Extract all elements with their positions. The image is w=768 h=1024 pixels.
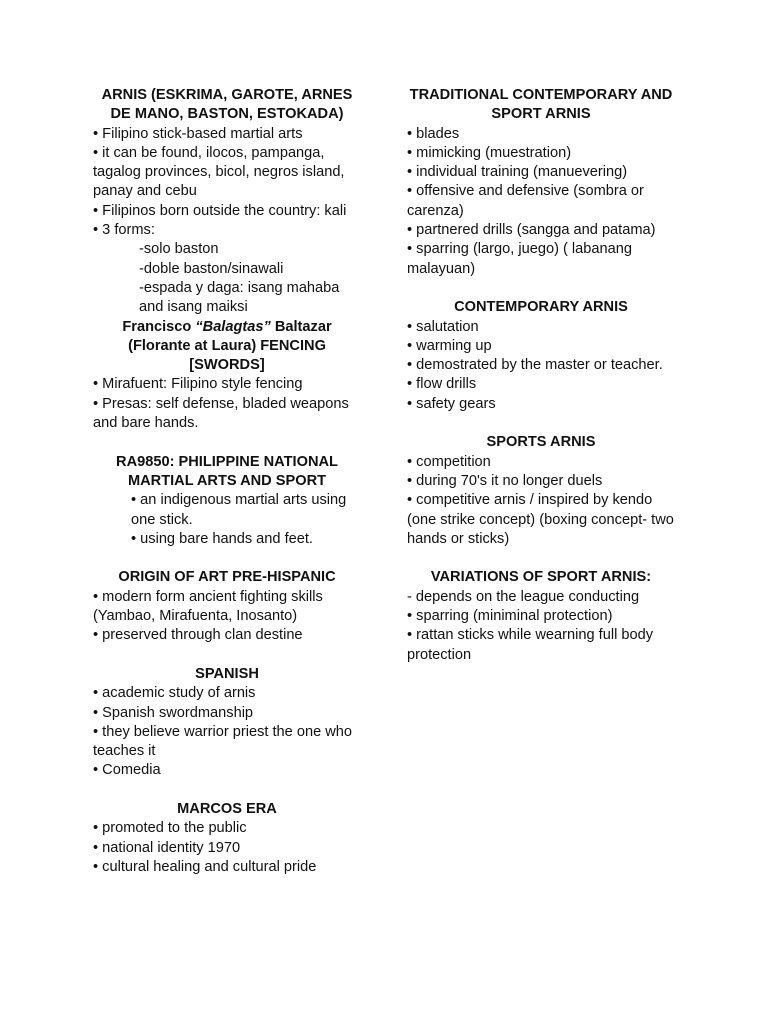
list-item: • promoted to the public xyxy=(93,820,247,837)
list-item: • Presas: self defense, bladed weapons and bare hands. xyxy=(93,395,349,432)
list-item: • demostrated by the master or teacher. xyxy=(407,357,663,374)
list-item: • using bare hands and feet. xyxy=(131,530,313,547)
list-item: • competitive arnis / inspired by kendo (one strike concept) (boxing concept- two hands or sticks) xyxy=(407,492,674,547)
francisco-heading xyxy=(93,318,361,376)
spacer xyxy=(407,549,675,568)
list-item: • preserved through clan destine xyxy=(93,627,303,644)
list-item: • competition xyxy=(407,453,491,470)
list-item: • 3 forms: xyxy=(93,222,155,239)
list-item: • Comedia xyxy=(93,762,161,779)
list-item: • academic study of arnis xyxy=(93,685,256,702)
list-item: • individual training (manuevering) xyxy=(407,164,628,181)
ra-heading: RA9850: PHILIPPINE NATIONAL MARTIAL ARTS AND SPORT xyxy=(116,453,338,489)
form-item: -espada y daga: isang mahaba and isang maiksi xyxy=(139,279,340,316)
list-item: • sparring (miniminal protection) xyxy=(407,608,613,625)
list-item: • an indigenous martial arts using one stick. xyxy=(131,492,347,528)
list-item: • cultural healing and cultural pride xyxy=(93,858,317,875)
list-item: • sparring (largo, juego) ( labanang malayuan) xyxy=(407,241,632,277)
list-item: • offensive and defensive (sombra or carenza) xyxy=(407,183,644,219)
francisco-text-2: “Balagtas” xyxy=(195,318,271,335)
contemporary-heading: CONTEMPORARY ARNIS xyxy=(454,299,628,316)
list-item: • salutation xyxy=(407,318,479,335)
spacer xyxy=(93,781,361,800)
list-item: • Filipinos born outside the country: kali xyxy=(93,202,347,219)
form-item: -solo baston xyxy=(139,241,219,258)
variations-heading: VARIATIONS OF SPORT ARNIS: xyxy=(430,569,652,586)
list-item: - depends on the league conducting xyxy=(407,588,640,605)
spacer xyxy=(93,646,361,665)
list-item: • flow drills xyxy=(407,376,477,393)
list-item: • warming up xyxy=(407,337,492,354)
list-item: • modern form ancient fighting skills (Yambao, Mirafuenta, Inosanto) xyxy=(93,588,323,625)
arnis-heading: ARNIS (ESKRIMA, GAROTE, ARNES DE MANO, BASTON, ESTOKADA) xyxy=(101,87,353,123)
origin-heading: ORIGIN OF ART PRE-HISPANIC xyxy=(118,569,336,586)
list-item: • Spanish swordmanship xyxy=(93,704,254,721)
traditional-heading: TRADITIONAL CONTEMPORARY AND SPORT ARNIS xyxy=(409,87,673,123)
marcos-heading: MARCOS ERA xyxy=(177,800,277,817)
form-item: -doble baston/sinawali xyxy=(139,260,284,277)
list-item: • rattan sticks while wearning full body protection xyxy=(407,627,654,663)
spacer xyxy=(407,414,675,433)
list-item: • safety gears xyxy=(407,395,496,412)
spacer xyxy=(93,433,361,452)
list-item: • they believe warrior priest the one who teaches it xyxy=(93,723,353,760)
list-item: • Filipino stick-based martial arts xyxy=(93,125,303,142)
francisco-text-1: Francisco xyxy=(122,318,196,335)
list-item: • mimicking (muestration) xyxy=(407,144,572,161)
list-item: • it can be found, ilocos, pampanga, tagalog provinces, bicol, negros island, panay and cebu xyxy=(93,144,345,200)
list-item: • blades xyxy=(407,125,460,142)
right-column xyxy=(407,86,675,665)
list-item: • during 70's it no longer duels xyxy=(407,472,603,489)
list-item: • Mirafuent: Filipino style fencing xyxy=(93,376,303,393)
sports-heading: SPORTS ARNIS xyxy=(486,434,596,451)
left-column xyxy=(93,86,361,877)
francisco-text-3: Baltazar (Florante at Laura) FENCING [SWORDS] xyxy=(128,318,332,374)
list-item: • national identity 1970 xyxy=(93,839,241,856)
spacer xyxy=(93,549,361,568)
list-item: • partnered drills (sangga and patama) xyxy=(407,222,656,239)
spanish-heading: SPANISH xyxy=(195,665,259,682)
spacer xyxy=(407,279,675,298)
